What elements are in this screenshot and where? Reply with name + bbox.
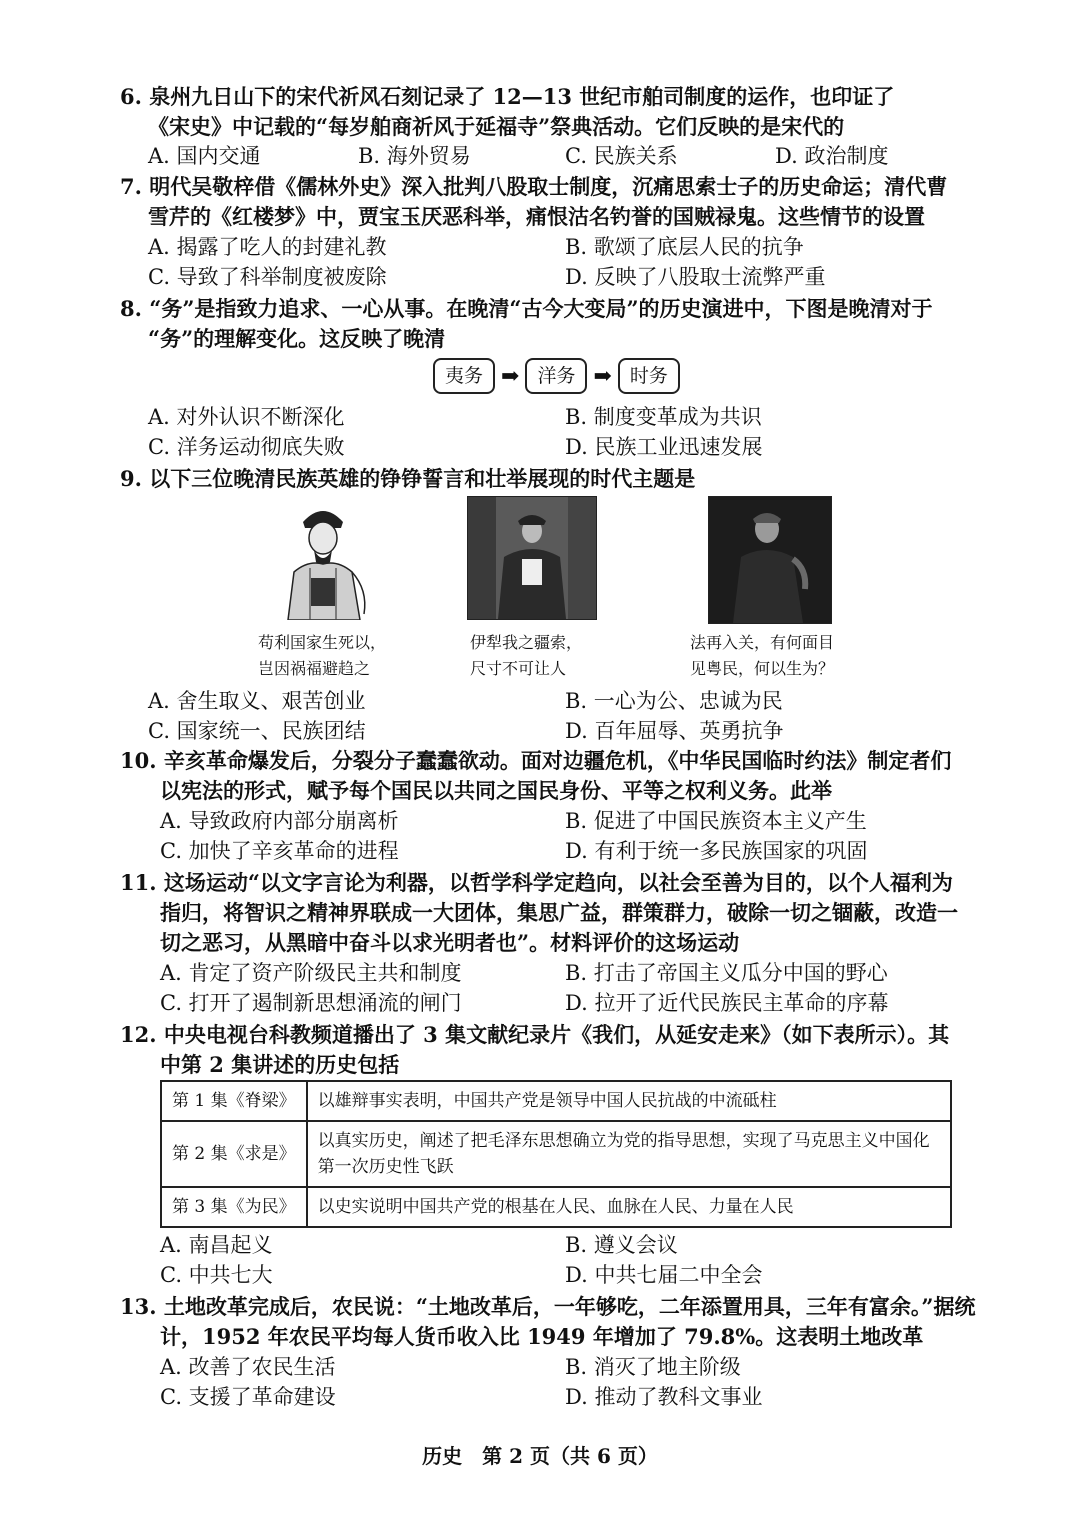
q6-stem-line1: 6. 泉州九日山下的宋代祈风石刻记录了 12—13 世纪市舶司制度的运作，也印证了 (120, 84, 895, 109)
q9-stem: 9. 以下三位晚清民族英雄的铮铮誓言和壮举展现的时代主题是 (120, 466, 696, 491)
q10-stem-line1: 10. 辛亥革命爆发后，分裂分子蠢蠢欲动。面对边疆危机，《中华民国临时约法》制定者们 (120, 748, 952, 773)
q11-option-a: A. 肯定了资产阶级民主共和制度 (160, 961, 462, 985)
q8-option-b: B. 制度变革成为共识 (565, 405, 762, 429)
episode-name: 第 1 集《脊梁》 (161, 1081, 307, 1121)
q9-option-b: B. 一心为公、忠诚为民 (565, 689, 783, 713)
q8-option-a: A. 对外认识不断深化 (148, 405, 345, 429)
flow-box-yiwu: 夷务 (433, 358, 495, 394)
q9-option-c: C. 国家统一、民族团结 (148, 719, 366, 743)
q9-caption-3-line1: 法再入关，有何面目 (690, 633, 835, 652)
q13-stem-line1: 13. 土地改革完成后，农民说：“土地改革后，一年够吃，二年添置用具，三年有富余。”据统 (120, 1294, 976, 1319)
table-row (161, 1081, 951, 1121)
q8-flow-diagram (433, 358, 680, 394)
q7-stem-line2: 雪芹的《红楼梦》中，贾宝玉厌恶科举，痛恨沽名钓誉的国贼禄鬼。这些情节的设置 (148, 204, 925, 229)
q13-stem-line2: 计，1952 年农民平均每人货币收入比 1949 年增加了 79.8%。这表明土地改革 (160, 1324, 924, 1349)
q10-option-d: D. 有利于统一多民族国家的巩固 (565, 839, 868, 863)
flow-box-yangwu: 洋务 (525, 358, 587, 394)
q6-option-c: C. 民族关系 (565, 144, 678, 168)
q9-caption-2-line2: 尺寸不可让人 (470, 659, 567, 678)
portrait-zuo-zongtang (467, 496, 597, 620)
q7-stem-line1: 7. 明代吴敬梓借《儒林外史》深入批判八股取士制度，沉痛思索士子的历史命运；清代曹 (120, 174, 948, 199)
q10-option-b: B. 促进了中国民族资本主义产生 (565, 809, 867, 833)
q11-option-d: D. 拉开了近代民族民主革命的序幕 (565, 991, 889, 1015)
q9-option-d: D. 百年屈辱、英勇抗争 (565, 719, 784, 743)
q6-option-b: B. 海外贸易 (358, 144, 471, 168)
q12-option-c: C. 中共七大 (160, 1263, 273, 1287)
q11-stem-line3: 切之恶习，从黑暗中奋斗以求光明者也”。材料评价的这场运动 (160, 930, 740, 955)
q6-stem-line2: 《宋史》中记载的“每岁舶商祈风于延福寺”祭典活动。它们反映的是宋代的 (148, 114, 845, 139)
q13-option-a: A. 改善了农民生活 (160, 1355, 336, 1379)
q10-stem-line2: 以宪法的形式，赋予每个国民以共同之国民身份、平等之权利义务。此举 (160, 778, 832, 803)
q6-option-a: A. 国内交通 (148, 144, 261, 168)
episode-table (160, 1080, 952, 1228)
q10-option-a: A. 导致政府内部分崩离析 (160, 809, 399, 833)
episode-desc: 以真实历史，阐述了把毛泽东思想确立为党的指导思想，实现了马克思主义中国化第一次历史性飞跃 (307, 1121, 951, 1187)
q12-stem-line2: 中第 2 集讲述的历史包括 (160, 1052, 400, 1077)
q9-caption-1-line1: 苟利国家生死以， (258, 633, 387, 652)
episode-desc: 以史实说明中国共产党的根基在人民、血脉在人民、力量在人民 (307, 1187, 951, 1227)
q11-option-b: B. 打击了帝国主义瓜分中国的野心 (565, 961, 888, 985)
q7-option-c: C. 导致了科举制度被废除 (148, 265, 387, 289)
q13-option-b: B. 消灭了地主阶级 (565, 1355, 741, 1379)
episode-desc: 以雄辩事实表明，中国共产党是领导中国人民抗战的中流砥柱 (307, 1081, 951, 1121)
q8-option-c: C. 洋务运动彻底失败 (148, 435, 345, 459)
q12-stem-line1: 12. 中央电视台科教频道播出了 3 集文献纪录片《我们，从延安走来》（如下表所示）。其 (120, 1022, 950, 1047)
q13-option-c: C. 支援了革命建设 (160, 1385, 336, 1409)
episode-name: 第 3 集《为民》 (161, 1187, 307, 1227)
flow-box-shiwu: 时务 (618, 358, 680, 394)
q8-option-d: D. 民族工业迅速发展 (565, 435, 763, 459)
q12-option-b: B. 遵义会议 (565, 1233, 678, 1257)
q7-option-b: B. 歌颂了底层人民的抗争 (565, 235, 804, 259)
q10-option-c: C. 加快了辛亥革命的进程 (160, 839, 399, 863)
portrait-feng-zicai (708, 496, 832, 624)
q8-stem-line2: “务”的理解变化。这反映了晚清 (148, 326, 446, 351)
q11-option-c: C. 打开了遏制新思想涌流的闸门 (160, 991, 462, 1015)
q11-stem-line2: 指归，将智识之精神界联成一大团体，集思广益，群策群力，破除一切之锢蔽，改造一 (160, 900, 958, 925)
q8-stem-line1: 8. “务”是指致力追求、一心从事。在晚清“古今大变局”的历史演进中，下图是晚清对于 (120, 296, 933, 321)
q13-option-d: D. 推动了教科文事业 (565, 1385, 763, 1409)
page-footer: 历史 第 2 页（共 6 页） (422, 1444, 658, 1468)
q7-option-d: D. 反映了八股取士流弊严重 (565, 265, 826, 289)
q11-stem-line1: 11. 这场运动“以文字言论为利器，以哲学科学定趋向，以社会至善为目的，以个人福利为 (120, 870, 953, 895)
table-row (161, 1187, 951, 1227)
q9-option-a: A. 舍生取义、艰苦创业 (148, 689, 366, 713)
q12-option-a: A. 南昌起义 (160, 1233, 273, 1257)
q6-option-d: D. 政治制度 (775, 144, 889, 168)
q9-caption-1-line2: 岂因祸福避趋之 (258, 659, 371, 678)
arrow-right-icon: ➡ (501, 363, 520, 389)
q12-option-d: D. 中共七届二中全会 (565, 1263, 763, 1287)
episode-name: 第 2 集《求是》 (161, 1121, 307, 1187)
arrow-right-icon: ➡ (593, 363, 612, 389)
portrait-lin-zexu (268, 494, 378, 620)
q9-caption-3-line2: 见粤民，何以生为？ (690, 659, 835, 678)
q9-caption-2-line1: 伊犁我之疆索， (470, 633, 583, 652)
q7-option-a: A. 揭露了吃人的封建礼教 (148, 235, 387, 259)
table-row (161, 1121, 951, 1187)
